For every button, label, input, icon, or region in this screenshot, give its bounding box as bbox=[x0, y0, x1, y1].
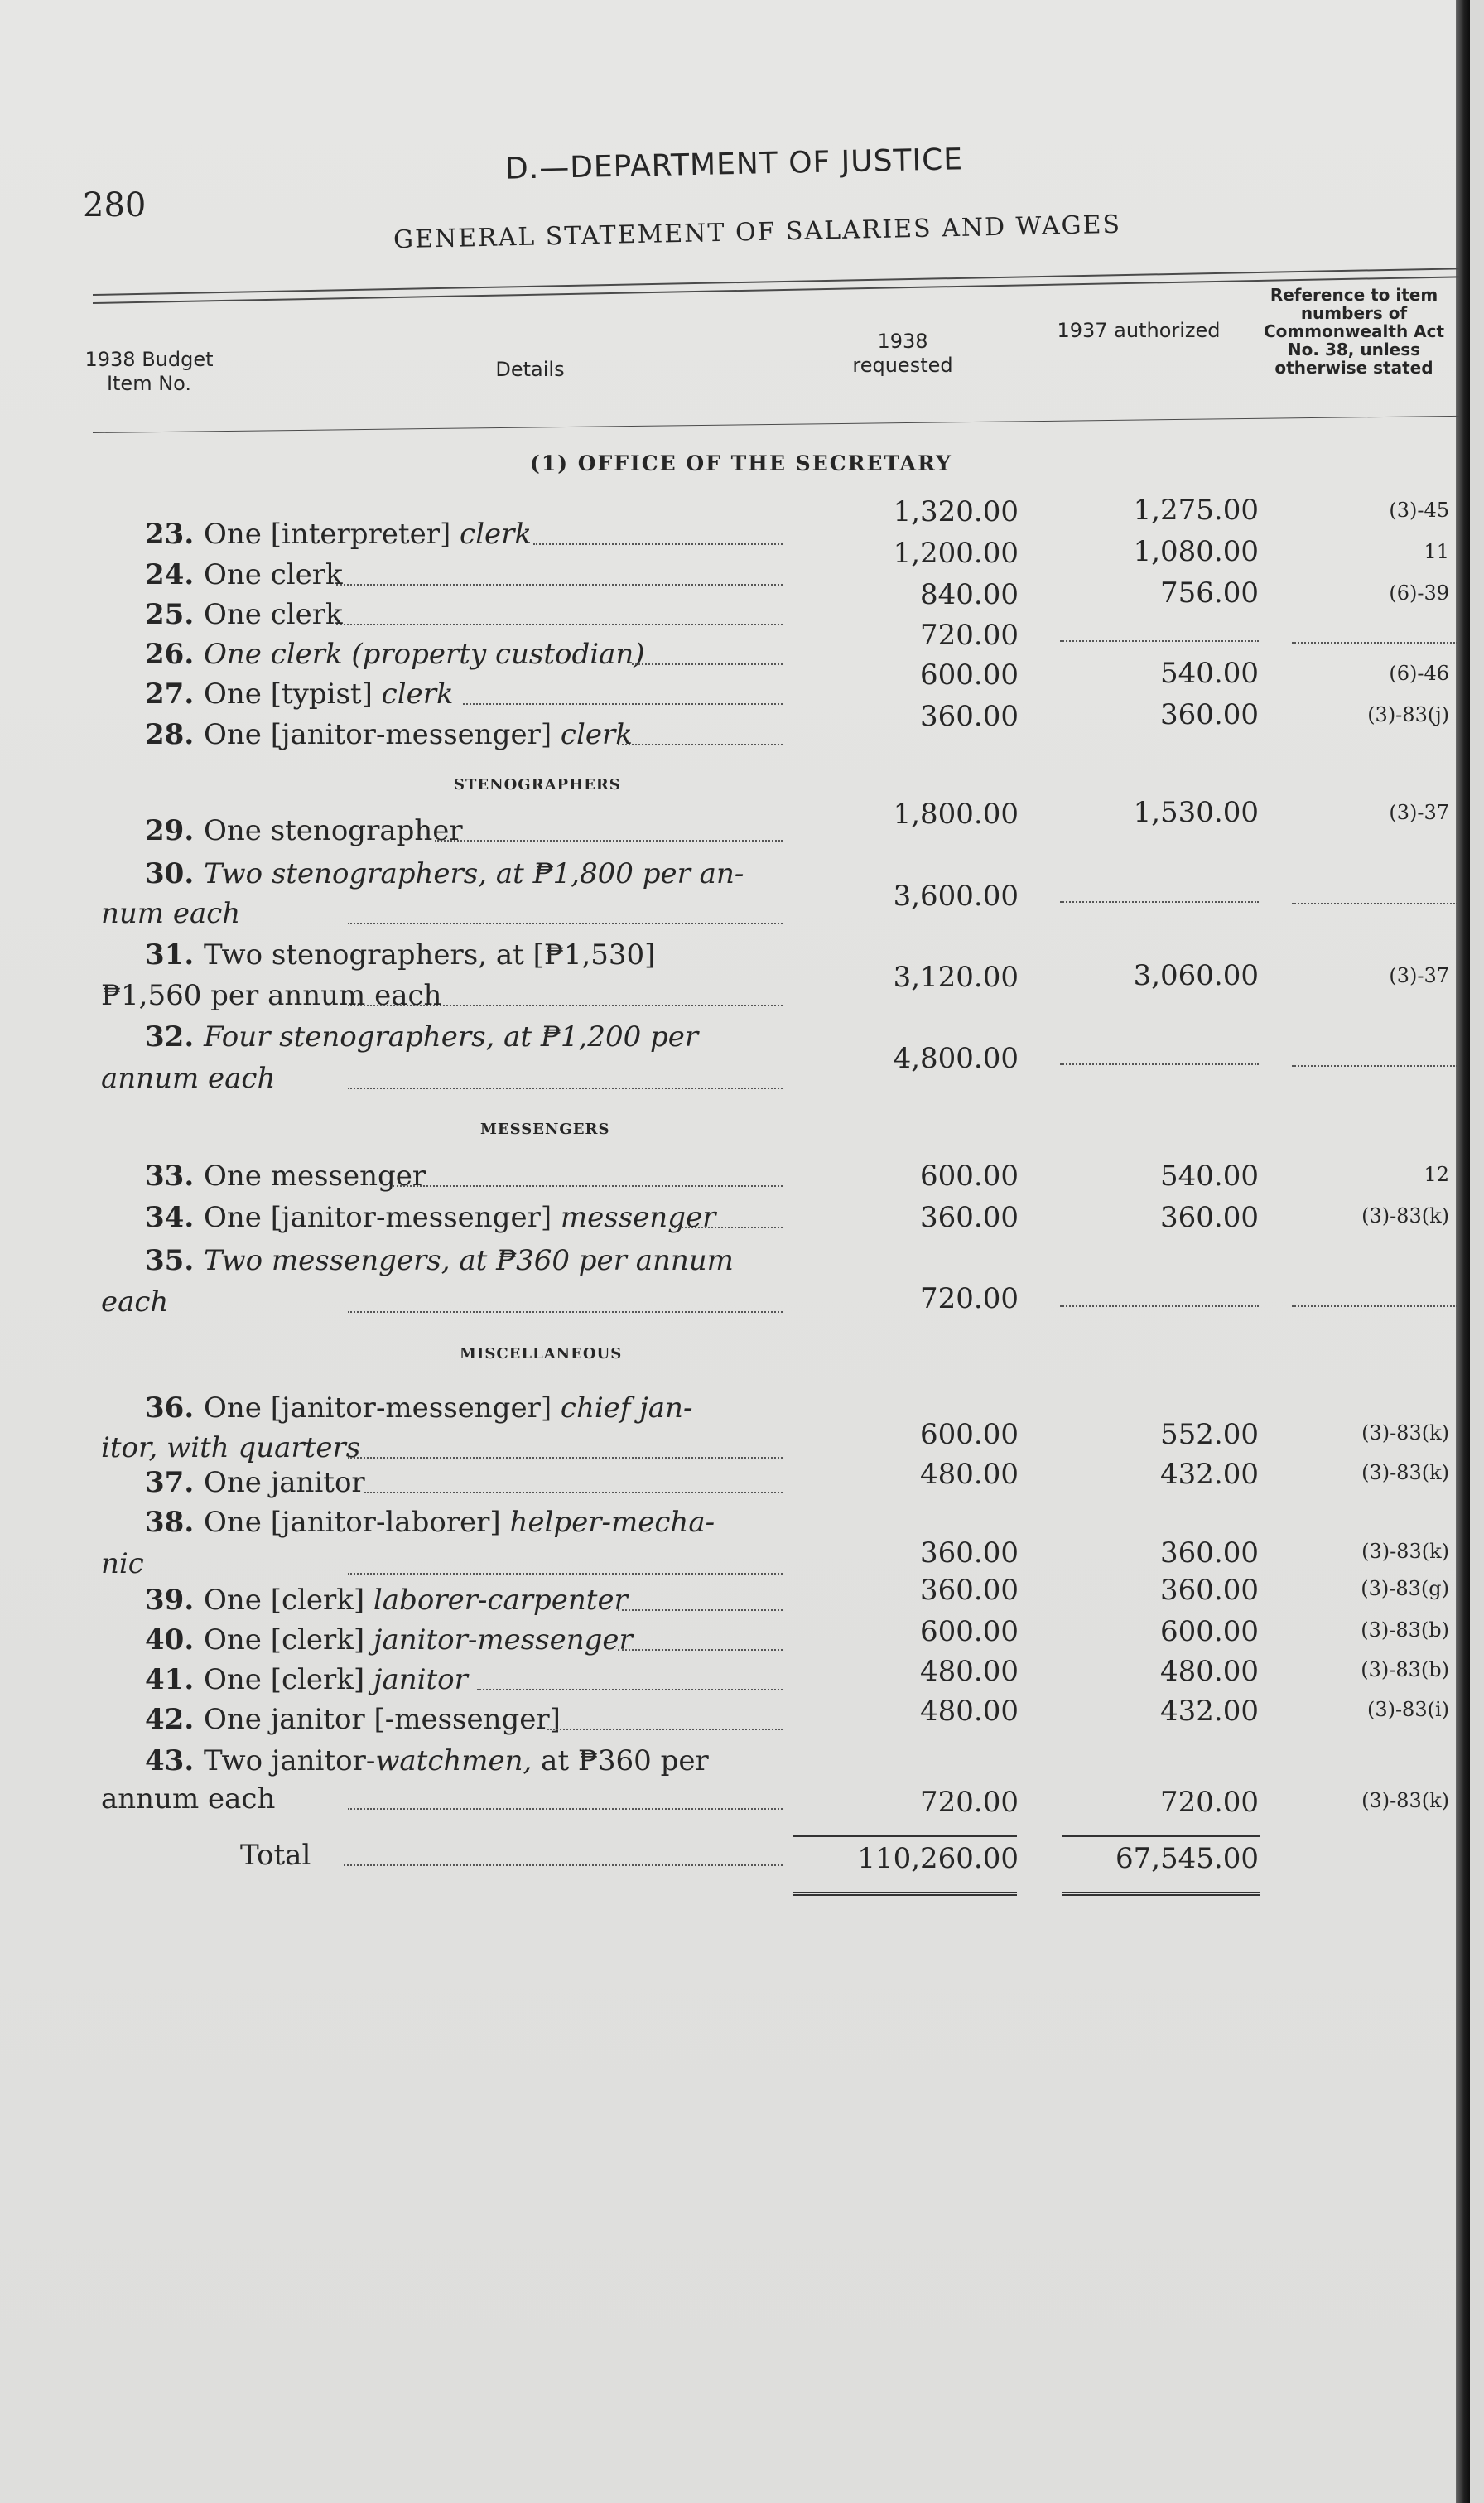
item-number: 36. bbox=[145, 1391, 204, 1425]
item-italic-text: clerk bbox=[552, 718, 633, 751]
amount-1938-requested: 840.00 bbox=[920, 578, 1019, 611]
amount-1938-requested: 3,600.00 bbox=[893, 880, 1019, 913]
item-detail bbox=[145, 814, 463, 847]
item-detail-continued: annum each bbox=[101, 1062, 276, 1095]
item-detail-continued: itor, with quarters bbox=[101, 1431, 361, 1464]
leader-dots bbox=[632, 663, 783, 665]
item-number: 31. bbox=[145, 938, 204, 972]
item-italic-text: Two stenographers, at ₱1,800 per an- bbox=[204, 857, 744, 890]
column-header-item-no: 1938 Budget Item No. bbox=[84, 348, 214, 395]
item-detail bbox=[145, 1020, 698, 1054]
item-italic-text: messenger bbox=[552, 1201, 716, 1234]
item-struck-text: [janitor-messenger] bbox=[270, 1391, 552, 1425]
item-text: Two stenographers, at bbox=[204, 938, 533, 972]
leader-dots bbox=[348, 1310, 783, 1313]
leader-dots bbox=[547, 1728, 783, 1730]
item-detail bbox=[145, 938, 655, 972]
leader-dots bbox=[336, 623, 783, 625]
item-number: 23. bbox=[145, 518, 204, 551]
leader-dots bbox=[348, 1087, 783, 1089]
total-authorized: 67,545.00 bbox=[1115, 1842, 1259, 1875]
item-detail bbox=[145, 1623, 633, 1657]
amount-1937-authorized: 3,060.00 bbox=[1133, 959, 1259, 992]
item-detail bbox=[145, 718, 633, 751]
department-title: D.—DEPARTMENT OF JUSTICE bbox=[504, 142, 964, 186]
reference-item: (3)-83(g) bbox=[1361, 1577, 1449, 1600]
item-struck-text: [janitor-messenger] bbox=[270, 1201, 552, 1234]
amount-1938-requested: 360.00 bbox=[920, 700, 1019, 733]
item-text: One bbox=[204, 1391, 271, 1425]
reference-item: 11 bbox=[1424, 540, 1449, 563]
amount-1937-authorized: 360.00 bbox=[1160, 1536, 1259, 1570]
item-detail bbox=[145, 1703, 561, 1736]
leader-dots bbox=[348, 1807, 783, 1810]
statement-subtitle: GENERAL STATEMENT OF SALARIES AND WAGES bbox=[393, 210, 1122, 255]
amount-1938-requested: 720.00 bbox=[920, 1786, 1019, 1819]
amount-1938-requested: 600.00 bbox=[920, 1160, 1019, 1193]
amount-1938-requested: 1,200.00 bbox=[893, 537, 1019, 570]
leader-dots bbox=[618, 1648, 783, 1651]
reference-item: (3)-83(k) bbox=[1361, 1540, 1449, 1563]
item-detail bbox=[145, 1663, 468, 1696]
total-label: Total bbox=[240, 1839, 311, 1872]
item-text: One bbox=[204, 1623, 271, 1657]
amount-1937-authorized bbox=[1060, 878, 1259, 903]
reference-item: (3)-83(k) bbox=[1361, 1204, 1449, 1227]
item-detail bbox=[145, 1466, 365, 1499]
amount-1938-requested: 480.00 bbox=[920, 1695, 1019, 1728]
total-double-rule-authorized bbox=[1062, 1892, 1260, 1896]
item-detail bbox=[145, 1506, 715, 1539]
reference-item: (3)-83(k) bbox=[1361, 1461, 1449, 1484]
amount-1937-authorized bbox=[1060, 617, 1259, 642]
item-italic-text: janitor-messenger bbox=[364, 1623, 633, 1657]
reference-item bbox=[1292, 1045, 1458, 1067]
reference-item: (3)-83(k) bbox=[1361, 1421, 1449, 1444]
leader-dots bbox=[477, 1688, 783, 1690]
item-text: One bbox=[204, 1201, 271, 1234]
item-number: 43. bbox=[145, 1744, 204, 1777]
reference-item: (3)-83(b) bbox=[1361, 1658, 1449, 1681]
amount-1937-authorized: 552.00 bbox=[1160, 1418, 1259, 1451]
item-number: 35. bbox=[145, 1244, 204, 1277]
total-double-rule-requested bbox=[793, 1892, 1017, 1896]
item-number: 37. bbox=[145, 1466, 204, 1499]
item-text: One stenographer bbox=[204, 814, 463, 847]
page-number: 280 bbox=[83, 186, 147, 224]
item-number: 41. bbox=[145, 1663, 204, 1696]
item-number: 40. bbox=[145, 1623, 204, 1657]
subhead-stenographers: STENOGRAPHERS bbox=[454, 776, 621, 793]
item-number: 33. bbox=[145, 1160, 204, 1193]
item-italic-text: clerk bbox=[372, 678, 454, 711]
leader-dots bbox=[435, 839, 783, 842]
item-detail-continued: each bbox=[101, 1285, 169, 1319]
reference-item bbox=[1292, 1285, 1458, 1307]
leader-dots bbox=[463, 702, 783, 705]
item-detail-continued: nic bbox=[101, 1547, 144, 1580]
item-text: One janitor bbox=[204, 1703, 374, 1736]
column-header-authorized: 1937 authorized bbox=[1057, 319, 1221, 342]
item-struck-text: [₱1,530] bbox=[532, 938, 656, 972]
amount-1938-requested: 600.00 bbox=[920, 1615, 1019, 1648]
reference-item: (3)-83(i) bbox=[1366, 1698, 1449, 1721]
amount-1938-requested: 600.00 bbox=[920, 658, 1019, 692]
amount-1938-requested: 600.00 bbox=[920, 1418, 1019, 1451]
leader-dots bbox=[364, 1491, 783, 1493]
amount-1937-authorized: 1,275.00 bbox=[1133, 494, 1259, 527]
item-text: One janitor bbox=[204, 1466, 365, 1499]
amount-1937-authorized: 432.00 bbox=[1160, 1458, 1259, 1491]
item-text: One bbox=[204, 1584, 271, 1617]
amount-1938-requested: 360.00 bbox=[920, 1536, 1019, 1570]
item-detail-continued: num each bbox=[101, 897, 241, 930]
item-text: One bbox=[204, 1663, 271, 1696]
amount-1937-authorized: 432.00 bbox=[1160, 1695, 1259, 1728]
leader-dots bbox=[348, 922, 783, 924]
amount-1938-requested: 480.00 bbox=[920, 1458, 1019, 1491]
leader-dots bbox=[393, 1184, 783, 1187]
section-title: (1) OFFICE OF THE SECRETARY bbox=[530, 451, 952, 475]
item-number: 32. bbox=[145, 1020, 204, 1054]
item-struck-text: [clerk] bbox=[270, 1584, 365, 1617]
item-struck-text: [janitor-messenger] bbox=[270, 718, 552, 751]
reference-item bbox=[1292, 883, 1458, 904]
item-detail-continued: ₱1,560 per annum each bbox=[101, 979, 442, 1012]
reference-item: (3)-83(k) bbox=[1361, 1789, 1449, 1812]
amount-1937-authorized: 1,530.00 bbox=[1133, 796, 1259, 829]
amount-1937-authorized bbox=[1060, 1282, 1259, 1307]
reference-item: (6)-39 bbox=[1389, 581, 1449, 605]
reference-item: 12 bbox=[1424, 1163, 1449, 1186]
item-number: 30. bbox=[145, 857, 204, 890]
amount-1937-authorized: 360.00 bbox=[1160, 698, 1259, 731]
item-detail bbox=[145, 1244, 734, 1277]
amount-1937-authorized: 600.00 bbox=[1160, 1615, 1259, 1648]
item-number: 29. bbox=[145, 814, 204, 847]
reference-item: (3)-83(j) bbox=[1367, 703, 1449, 726]
reference-item: (3)-45 bbox=[1389, 499, 1449, 522]
item-number: 34. bbox=[145, 1201, 204, 1234]
item-text: One bbox=[204, 718, 271, 751]
item-number: 26. bbox=[145, 638, 204, 671]
reference-item bbox=[1292, 622, 1458, 644]
amount-1938-requested: 4,800.00 bbox=[893, 1042, 1019, 1075]
header-bottom-rule bbox=[93, 416, 1459, 433]
item-detail-continued: annum each bbox=[101, 1782, 276, 1816]
amount-1938-requested: 480.00 bbox=[920, 1655, 1019, 1688]
item-italic-text: Two messengers, at ₱360 per annum bbox=[204, 1244, 734, 1277]
leader-dots bbox=[348, 1004, 783, 1006]
item-text: One clerk bbox=[204, 598, 343, 631]
amount-1938-requested: 360.00 bbox=[920, 1201, 1019, 1234]
item-detail bbox=[145, 598, 343, 631]
total-leader-dots bbox=[344, 1864, 783, 1866]
book-spine-shadow bbox=[1456, 0, 1470, 2503]
column-header-requested: 1938 requested bbox=[852, 330, 953, 377]
item-italic-text: chief jan- bbox=[552, 1391, 693, 1425]
item-number: 25. bbox=[145, 598, 204, 631]
item-struck-text: [interpreter] bbox=[270, 518, 451, 551]
total-rule-authorized bbox=[1062, 1835, 1260, 1837]
item-text: One messenger bbox=[204, 1160, 426, 1193]
item-number: 27. bbox=[145, 678, 204, 711]
reference-item: (3)-37 bbox=[1389, 964, 1449, 987]
item-number: 24. bbox=[145, 558, 204, 591]
subhead-messengers: MESSENGERS bbox=[480, 1121, 610, 1138]
reference-item: (3)-37 bbox=[1389, 801, 1449, 824]
reference-item: (3)-83(b) bbox=[1361, 1618, 1449, 1642]
item-text: One clerk bbox=[204, 558, 343, 591]
item-detail bbox=[145, 678, 454, 711]
item-detail bbox=[145, 518, 532, 551]
amount-1938-requested: 720.00 bbox=[920, 619, 1019, 652]
item-detail bbox=[145, 1744, 709, 1777]
amount-1938-requested: 1,320.00 bbox=[893, 495, 1019, 528]
leader-dots bbox=[674, 1226, 783, 1228]
item-struck-text: [typist] bbox=[270, 678, 373, 711]
amount-1937-authorized: 480.00 bbox=[1160, 1655, 1259, 1688]
amount-1938-requested: 3,120.00 bbox=[893, 961, 1019, 994]
amount-1937-authorized: 360.00 bbox=[1160, 1201, 1259, 1234]
amount-1938-requested: 1,800.00 bbox=[893, 798, 1019, 831]
amount-1937-authorized: 540.00 bbox=[1160, 657, 1259, 690]
item-detail bbox=[145, 1584, 628, 1617]
item-detail bbox=[145, 1160, 426, 1193]
item-detail bbox=[145, 1201, 716, 1234]
item-italic-text: janitor bbox=[364, 1663, 468, 1696]
amount-1937-authorized: 540.00 bbox=[1160, 1160, 1259, 1193]
item-italic-text: One clerk (property custodian) bbox=[204, 638, 645, 671]
amount-1937-authorized: 360.00 bbox=[1160, 1574, 1259, 1607]
amount-1938-requested: 720.00 bbox=[920, 1282, 1019, 1315]
item-italic-text: helper-mecha- bbox=[500, 1506, 716, 1539]
column-header-details: Details bbox=[495, 358, 565, 381]
item-number: 39. bbox=[145, 1584, 204, 1617]
item-number: 42. bbox=[145, 1703, 204, 1736]
total-rule-requested bbox=[793, 1835, 1017, 1837]
leader-dots bbox=[348, 1572, 783, 1575]
item-detail bbox=[145, 857, 744, 890]
item-italic-text: clerk bbox=[450, 518, 532, 551]
item-text: Two janitor- bbox=[204, 1744, 376, 1777]
column-header-reference: Reference to item numbers of Commonwealth Act No. 38, unless otherwise stated bbox=[1263, 285, 1445, 378]
item-struck-text: [clerk] bbox=[270, 1663, 365, 1696]
amount-1937-authorized: 756.00 bbox=[1160, 576, 1259, 610]
item-italic-text: Four stenographers, at ₱1,200 per bbox=[204, 1020, 699, 1054]
item-text: One bbox=[204, 518, 271, 551]
item-text: One bbox=[204, 1506, 271, 1539]
amount-1937-authorized: 1,080.00 bbox=[1133, 535, 1259, 568]
item-italic-text: laborer-carpenter bbox=[364, 1584, 628, 1617]
item-italic-text: watchmen, bbox=[375, 1744, 532, 1777]
total-requested: 110,260.00 bbox=[857, 1842, 1019, 1875]
item-detail bbox=[145, 558, 343, 591]
amount-1937-authorized bbox=[1060, 1040, 1259, 1065]
item-detail bbox=[145, 638, 645, 671]
leader-dots bbox=[618, 743, 783, 745]
item-text: One bbox=[204, 678, 271, 711]
item-struck-text: [janitor-laborer] bbox=[270, 1506, 501, 1539]
reference-item: (6)-46 bbox=[1389, 662, 1449, 685]
amount-1937-authorized: 720.00 bbox=[1160, 1786, 1259, 1819]
leader-dots bbox=[336, 583, 783, 586]
amount-1938-requested: 360.00 bbox=[920, 1574, 1019, 1607]
leader-dots bbox=[533, 543, 783, 545]
leader-dots bbox=[348, 1456, 783, 1459]
item-detail bbox=[145, 1391, 692, 1425]
item-struck-text: [clerk] bbox=[270, 1623, 365, 1657]
item-number: 28. bbox=[145, 718, 204, 751]
leader-dots bbox=[618, 1608, 783, 1611]
item-struck-text: [-messenger] bbox=[373, 1703, 561, 1736]
item-number: 38. bbox=[145, 1506, 204, 1539]
item-text: at ₱360 per bbox=[532, 1744, 709, 1777]
subhead-miscellaneous: MISCELLANEOUS bbox=[460, 1345, 623, 1362]
